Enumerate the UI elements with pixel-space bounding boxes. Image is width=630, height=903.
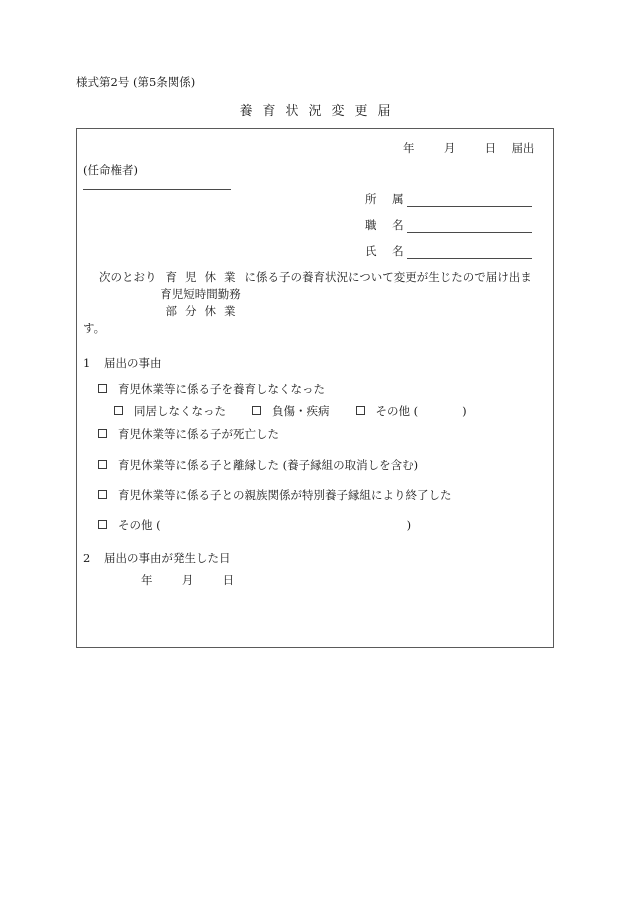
affiliation-input[interactable]	[407, 192, 532, 207]
submit-day: 日	[484, 141, 497, 155]
submit-year: 年	[403, 141, 415, 155]
submit-suffix: 届出	[511, 141, 535, 155]
submit-month: 月	[443, 141, 456, 155]
checkbox-other[interactable]	[98, 520, 107, 529]
sub-other-close: )	[462, 404, 467, 418]
occurrence-date-line[interactable]	[141, 572, 234, 588]
statement-suffix: に係る子の養育状況について変更が生じたので届け出ま	[244, 270, 532, 284]
leave-type-options	[157, 269, 245, 320]
checkbox-injury-illness[interactable]	[252, 406, 261, 415]
checkbox-row-other[interactable]	[98, 517, 411, 533]
section1-title	[83, 355, 162, 371]
job-title-input[interactable]	[407, 218, 532, 233]
submission-date-line	[403, 140, 534, 156]
page-title: 養育状況変更届	[239, 104, 401, 119]
checkbox-not-raising[interactable]	[98, 384, 107, 393]
statement-tail: す。	[83, 321, 106, 335]
checkbox-label-sub-other: その他 (	[375, 404, 419, 418]
checkbox-label-not-raising: 育児休業等に係る子を養育しなくなった	[118, 382, 325, 396]
checkbox-row-child-died[interactable]	[98, 426, 279, 442]
section2-number: 2	[83, 551, 91, 565]
name-label: 氏 名	[365, 244, 410, 258]
checkbox-label-dissolution: 育児休業等に係る子と離縁した (養子縁組の取消しを含む)	[118, 458, 419, 472]
appointer-label: (任命権者)	[83, 163, 138, 177]
checkbox-not-cohabiting[interactable]	[114, 406, 123, 415]
occurrence-day: 日	[222, 573, 235, 587]
checkbox-label-injury-illness: 負傷・疾病	[272, 404, 330, 418]
checkbox-subrow-group	[114, 403, 467, 419]
section1-number: 1	[83, 356, 91, 370]
section2-title	[83, 550, 231, 566]
affiliation-label: 所 属	[365, 192, 410, 206]
checkbox-row-not-raising[interactable]	[98, 381, 325, 397]
statement-block	[83, 269, 549, 337]
field-row-affiliation	[365, 190, 532, 207]
form-body-box	[76, 128, 554, 648]
leave-option-short-time-work: 育児短時間勤務	[160, 287, 241, 301]
checkbox-label-child-died: 育児休業等に係る子が死亡した	[118, 427, 279, 441]
checkbox-label-other: その他 (	[118, 518, 161, 532]
checkbox-label-special-adoption: 育児休業等に係る子との親族関係が特別養子縁組により終了した	[118, 488, 452, 502]
occurrence-month: 月	[181, 573, 194, 587]
checkbox-dissolution[interactable]	[98, 460, 107, 469]
checkbox-row-special-adoption[interactable]	[98, 487, 452, 503]
statement-prefix: 次のとおり	[99, 270, 157, 284]
field-row-job-title	[365, 216, 532, 233]
field-row-name	[365, 242, 532, 259]
checkbox-row-dissolution[interactable]	[98, 457, 418, 473]
checkbox-sub-other[interactable]	[356, 406, 365, 415]
checkbox-special-adoption[interactable]	[98, 490, 107, 499]
applicant-fields	[365, 190, 532, 268]
name-input[interactable]	[407, 244, 532, 259]
section2-label: 届出の事由が発生した日	[104, 551, 231, 565]
leave-option-childcare-leave: 育児休業	[165, 270, 244, 284]
section1-label: 届出の事由	[104, 356, 162, 370]
leave-option-partial-leave: 部分休業	[165, 304, 244, 318]
checkbox-label-not-cohabiting: 同居しなくなった	[134, 404, 226, 418]
checkbox-child-died[interactable]	[98, 429, 107, 438]
form-number: 様式第2号 (第5条関係)	[76, 75, 196, 89]
other-reason-close: )	[406, 518, 412, 532]
statement-line	[83, 269, 549, 320]
appointer-write-line[interactable]	[83, 189, 231, 190]
job-title-label: 職 名	[365, 218, 410, 232]
occurrence-year: 年	[141, 573, 153, 587]
